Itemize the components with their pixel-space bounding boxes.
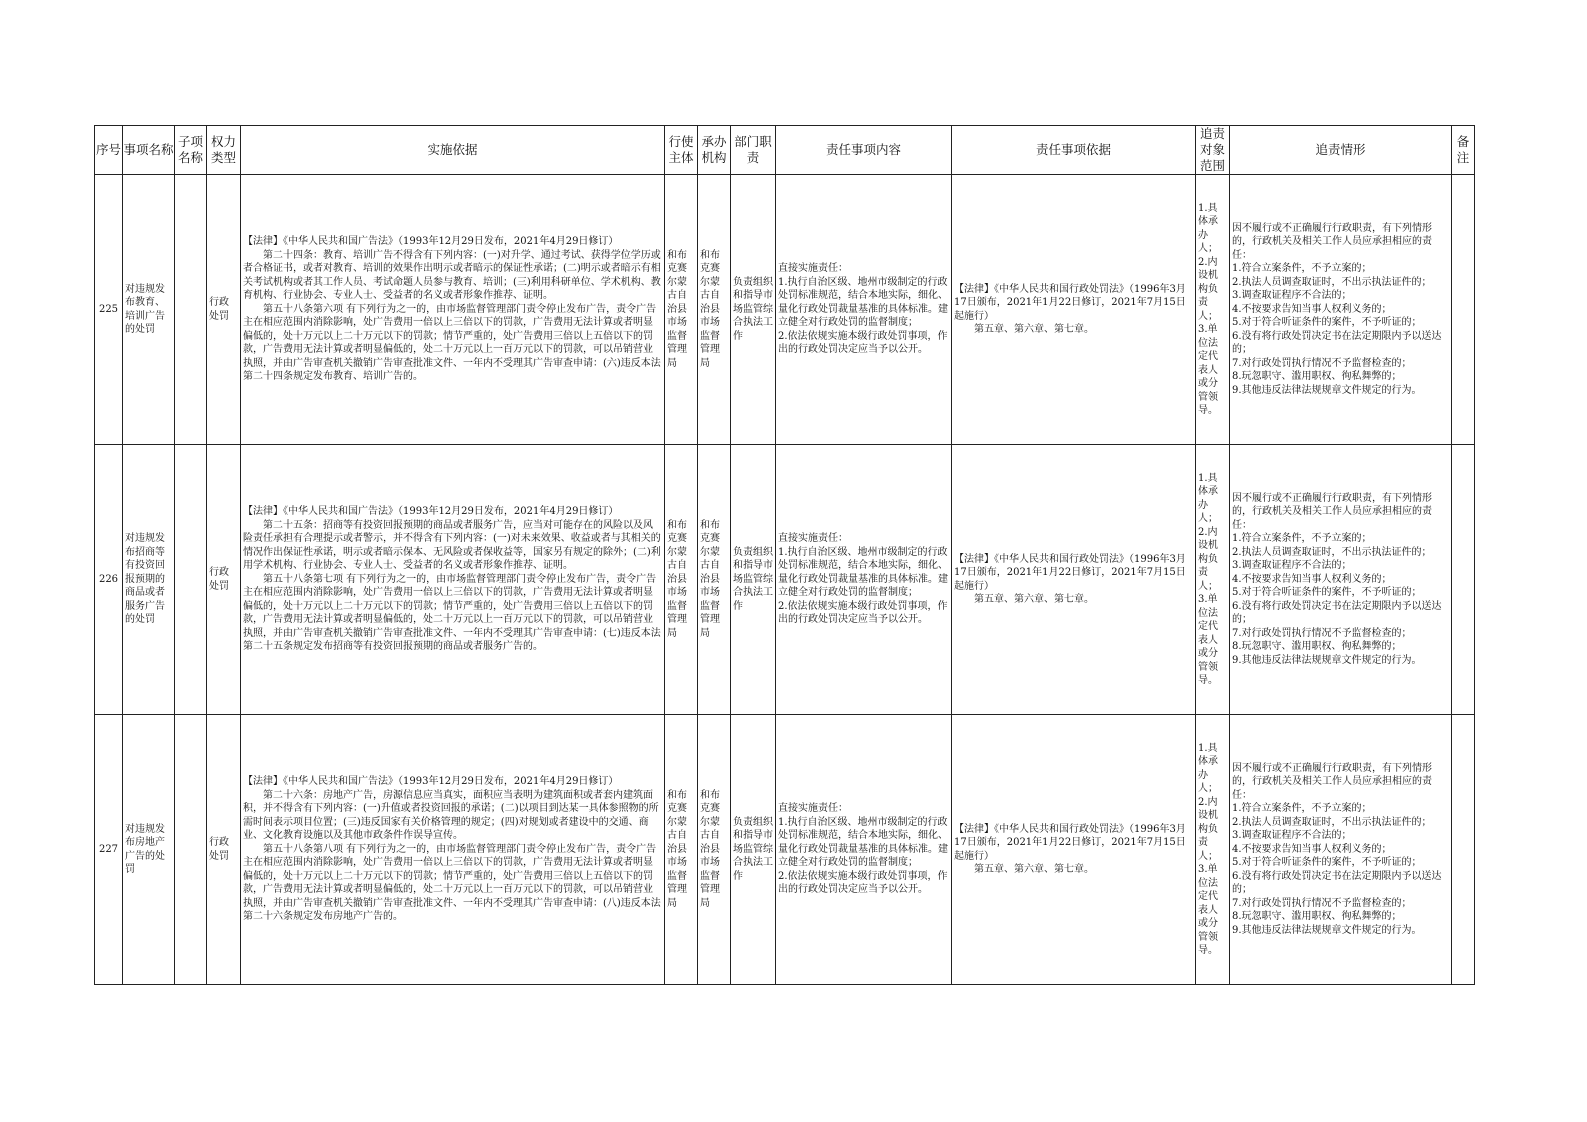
header-row xyxy=(95,126,1475,175)
cell-resp-basis: 【法律】《中华人民共和国行政处罚法》（1996年3月17日颁布，2021年1月22日修订，2021年7月15日起施行） 第五章、第六章、第七章。 xyxy=(952,175,1196,445)
cell-actor: 和布克赛尔蒙古自治县市场监督管理局 xyxy=(665,715,698,985)
cell-duty: 负责组织和指导市场监管综合执法工作 xyxy=(731,445,776,715)
cell-resp-content: 直接实施责任： 1.执行自治区级、地州市级制定的行政处罚标准规范，结合本地实际，细化、量化行政处罚裁量基准的具体标准。建立健全对行政处罚的监督制度； 2.依法依规实施本级行政处罚事项，作出的行政处罚决定应当予以公开。 xyxy=(776,175,952,445)
cell-duty: 负责组织和指导市场监管综合执法工作 xyxy=(731,715,776,985)
header-scope: 追责对象范围 xyxy=(1196,126,1230,175)
header-sub-name: 子项名称 xyxy=(175,126,207,175)
header-seq: 序号 xyxy=(95,126,123,175)
cell-scope: 1.具体承办人；2.内设机构负责人；3.单位法定代表人或分管领导。 xyxy=(1196,175,1230,445)
cell-scope: 1.具体承办人；2.内设机构负责人；3.单位法定代表人或分管领导。 xyxy=(1196,445,1230,715)
cell-remark xyxy=(1452,445,1475,715)
table-row xyxy=(95,445,1475,715)
cell-duty: 负责组织和指导市场监管综合执法工作 xyxy=(731,175,776,445)
header-agency: 承办机构 xyxy=(698,126,731,175)
responsibility-table xyxy=(94,125,1475,985)
header-resp-basis: 责任事项依据 xyxy=(952,126,1196,175)
table-row xyxy=(95,715,1475,985)
cell-seq: 227 xyxy=(95,715,123,985)
cell-situation: 因不履行或不正确履行行政职责，有下列情形的，行政机关及相关工作人员应承担相应的责任： 1.符合立案条件，不予立案的； 2.执法人员调查取证时，不出示执法证件的； 3.调查取证程序不合法的； 4.不按要求告知当事人权利义务的； 5.对于符合听证条件的案件，不予听证的； 6.没有将行政处罚决定书在法定期限内予以送达的； 7.对行政处罚执行情况不予监督检查的； 8.玩忽职守、滥用职权、徇私舞弊的； 9.其他违反法律法规规章文件规定的行为。 xyxy=(1230,445,1452,715)
cell-situation: 因不履行或不正确履行行政职责，有下列情形的，行政机关及相关工作人员应承担相应的责任： 1.符合立案条件，不予立案的； 2.执法人员调查取证时，不出示执法证件的； 3.调查取证程序不合法的； 4.不按要求告知当事人权利义务的； 5.对于符合听证条件的案件，不予听证的； 6.没有将行政处罚决定书在法定期限内予以送达的； 7.对行政处罚执行情况不予监督检查的； 8.玩忽职守、滥用职权、徇私舞弊的； 9.其他违反法律法规规章文件规定的行为。 xyxy=(1230,715,1452,985)
cell-actor: 和布克赛尔蒙古自治县市场监督管理局 xyxy=(665,445,698,715)
cell-resp-basis: 【法律】《中华人民共和国行政处罚法》（1996年3月17日颁布，2021年1月22日修订，2021年7月15日起施行） 第五章、第六章、第七章。 xyxy=(952,715,1196,985)
header-item-name: 事项名称 xyxy=(123,126,175,175)
cell-remark xyxy=(1452,175,1475,445)
cell-basis: 【法律】《中华人民共和国广告法》（1993年12月29日发布，2021年4月29日修订） 第二十四条：教育、培训广告不得含有下列内容：(一)对升学、通过考试、获得学位学历或者合格证书，或者对教育、培训的效果作出明示或者暗示的保证性承诺；(二)明示或者暗示有相关考试机构或者其工作人员、考试命题人员参与教育、培训；(三)利用科研单位、学术机构、教育机构、行业协会、专业人士、受益者的名义或者形象作推荐、证明。 第五十八条第六项 有下列行为之一的，由市场监督管理部门责令停止发布广告，责令广告主在相应范围内消除影响，处广告费用一倍以上三倍以下的罚款，广告费用无法计算或者明显偏低的，处十万元以上二十万元以下的罚款；情节严重的，处广告费用三倍以上五倍以下的罚款，广告费用无法计算或者明显偏低的，处二十万元以上一百万元以下的罚款，可以吊销营业执照，并由广告审查机关撤销广告审查批准文件、一年内不受理其广告审查申请：(六)违反本法第二十四条规定发布教育、培训广告的。 xyxy=(241,175,665,445)
header-resp-content: 责任事项内容 xyxy=(776,126,952,175)
cell-item-name: 对违规发布房地产广告的处罚 xyxy=(123,715,175,985)
header-remark: 备注 xyxy=(1452,126,1475,175)
header-situation: 追责情形 xyxy=(1230,126,1452,175)
cell-situation: 因不履行或不正确履行行政职责，有下列情形的，行政机关及相关工作人员应承担相应的责任： 1.符合立案条件，不予立案的； 2.执法人员调查取证时，不出示执法证件的； 3.调查取证程序不合法的； 4.不按要求告知当事人权利义务的； 5.对于符合听证条件的案件，不予听证的； 6.没有将行政处罚决定书在法定期限内予以送达的； 7.对行政处罚执行情况不予监督检查的； 8.玩忽职守、滥用职权、徇私舞弊的； 9.其他违反法律法规规章文件规定的行为。 xyxy=(1230,175,1452,445)
cell-resp-content: 直接实施责任： 1.执行自治区级、地州市级制定的行政处罚标准规范，结合本地实际，细化、量化行政处罚裁量基准的具体标准。建立健全对行政处罚的监督制度； 2.依法依规实施本级行政处罚事项，作出的行政处罚决定应当予以公开。 xyxy=(776,445,952,715)
cell-resp-content: 直接实施责任： 1.执行自治区级、地州市级制定的行政处罚标准规范，结合本地实际，细化、量化行政处罚裁量基准的具体标准。建立健全对行政处罚的监督制度； 2.依法依规实施本级行政处罚事项，作出的行政处罚决定应当予以公开。 xyxy=(776,715,952,985)
cell-basis: 【法律】《中华人民共和国广告法》（1993年12月29日发布，2021年4月29日修订） 第二十六条：房地产广告，房源信息应当真实，面积应当表明为建筑面积或者套内建筑面积，并不得含有下列内容：(一)升值或者投资回报的承诺；(二)以项目到达某一具体参照物的所需时间表示项目位置；(三)违反国家有关价格管理的规定；(四)对规划或者建设中的交通、商业、文化教育设施以及其他市政条件作误导宣传。 第五十八条第八项 有下列行为之一的，由市场监督管理部门责令停止发布广告，责令广告主在相应范围内消除影响，处广告费用一倍以上三倍以下的罚款，广告费用无法计算或者明显偏低的，处十万元以上二十万元以下的罚款；情节严重的，处广告费用三倍以上五倍以下的罚款，广告费用无法计算或者明显偏低的，处二十万元以上一百万元以下的罚款，可以吊销营业执照，并由广告审查机关撤销广告审查批准文件、一年内不受理其广告审查申请：(八)违反本法第二十六条规定发布房地产广告的。 xyxy=(241,715,665,985)
table-row xyxy=(95,175,1475,445)
cell-seq: 226 xyxy=(95,445,123,715)
cell-agency: 和布克赛尔蒙古自治县市场监督管理局 xyxy=(698,175,731,445)
cell-sub-name xyxy=(175,715,207,985)
cell-sub-name xyxy=(175,175,207,445)
cell-resp-basis: 【法律】《中华人民共和国行政处罚法》（1996年3月17日颁布，2021年1月22日修订，2021年7月15日起施行） 第五章、第六章、第七章。 xyxy=(952,445,1196,715)
header-basis: 实施依据 xyxy=(241,126,665,175)
cell-seq: 225 xyxy=(95,175,123,445)
cell-sub-name xyxy=(175,445,207,715)
cell-power-type: 行政处罚 xyxy=(207,445,241,715)
header-actor: 行使主体 xyxy=(665,126,698,175)
cell-power-type: 行政处罚 xyxy=(207,715,241,985)
header-duty: 部门职责 xyxy=(731,126,776,175)
cell-power-type: 行政处罚 xyxy=(207,175,241,445)
cell-basis: 【法律】《中华人民共和国广告法》（1993年12月29日发布，2021年4月29日修订） 第二十五条：招商等有投资回报预期的商品或者服务广告，应当对可能存在的风险以及风险责任承担有合理提示或者警示，并不得含有下列内容：(一)对未来效果、收益或者与其相关的情况作出保证性承诺，明示或者暗示保本、无风险或者保收益等，国家另有规定的除外；(二)利用学术机构、行业协会、专业人士、受益者的名义或者形象作推荐、证明。 第五十八条第七项 有下列行为之一的，由市场监督管理部门责令停止发布广告，责令广告主在相应范围内消除影响，处广告费用一倍以上三倍以下的罚款，广告费用无法计算或者明显偏低的，处十万元以上二十万元以下的罚款；情节严重的，处广告费用三倍以上五倍以下的罚款，广告费用无法计算或者明显偏低的，处二十万元以上一百万元以下的罚款，可以吊销营业执照，并由广告审查机关撤销广告审查批准文件、一年内不受理其广告审查申请：(七)违反本法第二十五条规定发布招商等有投资回报预期的商品或者服务广告的。 xyxy=(241,445,665,715)
cell-actor: 和布克赛尔蒙古自治县市场监督管理局 xyxy=(665,175,698,445)
cell-item-name: 对违规发布招商等有投资回报预期的商品或者服务广告的处罚 xyxy=(123,445,175,715)
cell-agency: 和布克赛尔蒙古自治县市场监督管理局 xyxy=(698,715,731,985)
header-power-type: 权力类型 xyxy=(207,126,241,175)
cell-scope: 1.具体承办人；2.内设机构负责人；3.单位法定代表人或分管领导。 xyxy=(1196,715,1230,985)
cell-agency: 和布克赛尔蒙古自治县市场监督管理局 xyxy=(698,445,731,715)
cell-item-name: 对违规发布教育、培训广告的处罚 xyxy=(123,175,175,445)
cell-remark xyxy=(1452,715,1475,985)
